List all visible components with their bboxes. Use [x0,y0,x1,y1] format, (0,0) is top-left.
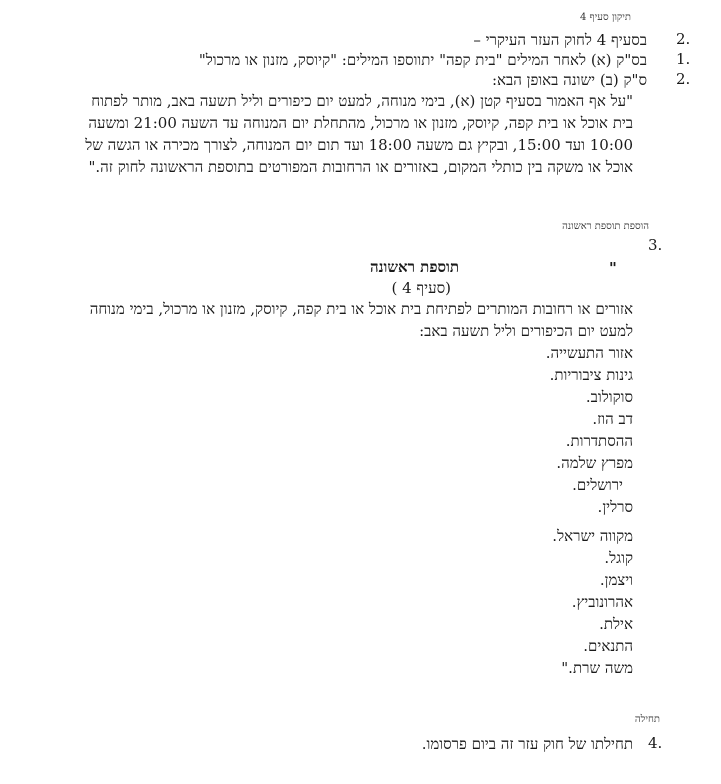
item-2-number: 2. [676,70,691,88]
section-number-4: 4. [648,734,663,752]
list-item: ההסתדרות. [565,432,633,450]
item-1-text: בס"ק (א) לאחר המילים "בית קפה" יתווספו המילים: "קיוסק, מזנון או מרכול" [198,51,647,69]
open-quote-mark: " [609,259,617,277]
section-number-2: 2. [676,30,691,48]
list-item: דב הוז. [592,410,633,428]
list-item: ויצמן. [599,571,633,589]
margin-note-commencement: תחילה [634,714,660,725]
commencement-text: תחילתו של חוק עזר זה ביום פרסומו. [421,735,633,753]
quote-line: 10:00 ועד 15:00, ובקיץ גם משעה 18:00 ועד תום יום המנוחה, לצורך מכירה או הגשה של [85,136,633,154]
section-2-heading: בסעיף 4 לחוק העזר העיקרי – [473,31,647,49]
quote-line: אוכל או משקה בין כותלי המקום, באזורים או הרחובות המפורטים בתוספת הראשונה לחוק זה." [88,158,633,176]
list-item: אזור התעשייה. [545,344,633,362]
list-item: משה שרת." [561,659,633,677]
list-item: אהרונוביץ. [571,593,633,611]
list-item: סוקולוב. [585,388,633,406]
item-2-text: ס"ק (ב) ישונה באופן הבא: [491,71,647,89]
quote-line: בית אוכל או בית קפה, קיוסק, מזנון או מרכול, מהתחלת יום המנוחה עד השעה 21:00 ומשעה [88,114,633,132]
list-item: מפרץ שלמה. [556,454,633,472]
list-item: סרלין. [597,498,633,516]
margin-note-amendment: תיקון סעיף 4 [579,12,631,23]
margin-note-addendum: הוספת תוספת ראשונה [562,221,649,232]
addendum-intro-line: אזורים או רחובות המותרים לפתיחת בית אוכל או בית קפה, קיוסק, מזנון או מרכול, בימי מנוחה [89,300,633,318]
addendum-subtitle: (סעיף 4 ) [391,279,451,297]
addendum-intro-line: למעט יום הכיפורים וליל תשעה באב: [419,322,633,340]
quote-line: "על אף האמור בסעיף קטן (א), בימי מנוחה, למעט יום כיפורים וליל תשעה באב, מותר לפתוח [91,92,633,110]
list-item: קוגל. [604,549,633,567]
item-1-number: 1. [676,50,691,68]
list-item: גינות ציבוריות. [549,366,633,384]
list-item: ירושלים. [572,476,623,494]
list-item: התנאים. [583,637,633,655]
list-item: אילת. [599,615,633,633]
addendum-title: תוספת ראשונה [369,258,459,276]
section-number-3: 3. [648,236,663,254]
list-item: מקווה ישראל. [552,527,633,545]
